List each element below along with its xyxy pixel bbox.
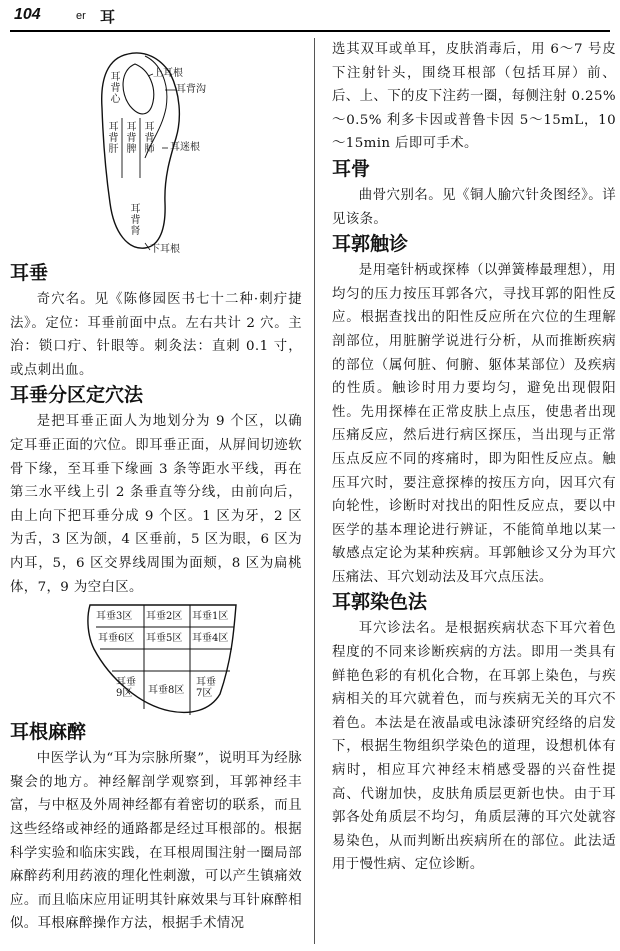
- right-column: [332, 38, 616, 877]
- heading-fenqu: 耳垂分区定穴法: [10, 384, 144, 407]
- header-pinyin: er: [76, 10, 86, 22]
- body-ergu: 曲骨穴别名。见《铜人腧穴针灸图经》。详见该条。: [332, 187, 616, 227]
- body-magen: 中医学认为“耳为宗脉所聚”，说明耳为经脉聚会的地方。神经解剖学观察到，耳郭神经丰富，与中枢及外周神经都有着密切的联系，而且这些经络或神经的通路都是经过耳根部的。根据科学实验和临床实践，在耳根周围注射一圈局部麻醉药利用药液的理化性刺激，可以产生镇痛效应。而且临床应用证明其针麻效果与耳针麻醉相似。耳根麻醉操作方法，根据手术情况: [10, 751, 302, 932]
- zone-1: 耳垂1区: [192, 611, 229, 623]
- label-er-mi-gen: 耳迷根: [170, 142, 200, 153]
- heading-erchui: 耳垂: [10, 262, 49, 284]
- zone-2: 耳垂2区: [146, 611, 183, 623]
- zone-3: 耳垂3区: [96, 611, 133, 623]
- heading-magen: 耳根麻醉: [10, 721, 87, 744]
- body-ranse: 耳穴诊法名。是根据疾病状态下耳穴着色程度的不同来诊断疾病的方法。即用一类具有鲜艳色彩的有机化合物，在耳郭上染色，与疾病相关的耳穴就着色，而与疾病无关的耳穴不着色。本法是在液晶或电泳漆研究经络的启发下，根据生物组织学染色的道理，设想机体有病时，相应耳穴神经末梢感受器的兴奋性提高、代谢加快，皮肤角质层更新也快。由于耳郭各处角质层不均匀，角质层薄的耳穴处就容易染色，从而判断出疾病所在的部位。此法适用于慢性病、定位诊断。: [332, 621, 616, 873]
- heading-chuzhen: 耳郭触诊: [332, 233, 409, 256]
- zone-8: 耳垂8区: [148, 685, 185, 697]
- label-er-bei-pi: 耳背脾: [126, 122, 137, 155]
- page-header: [10, 4, 610, 32]
- label-er-bei-gou: 耳背沟: [176, 84, 206, 95]
- label-xia-er-gen: 下耳根: [150, 244, 180, 255]
- zone-9: 耳垂9区: [116, 677, 136, 700]
- left-column: [10, 38, 302, 936]
- label-er-bei-xin: 耳背心: [110, 72, 121, 105]
- zone-6: 耳垂6区: [98, 633, 135, 645]
- label-er-bei-shen: 耳背肾: [130, 204, 141, 237]
- body-chuzhen: 是用毫针柄或探棒（以弹簧棒最理想），用均匀的压力按压耳郭各穴，寻找耳郭的阳性反应。根据查找出的阳性反应所在穴位的生理解剖部位，用脏腑学说进行分析，从而推断疾病的部位（属何脏、何腑、躯体某部位）及疾病的性质。触诊时用力要均匀，避免出现假阳性。先用探棒在正常皮肤上点压，使患者出现压痛反应，然后进行病区探压，当出现与正常压点反应不同的疼痛时，即为阳性反应点。触压耳穴时，要注意探棒的按压方向，因耳穴有向轮性，诊断时对找出的阳性反应点，要以中医学的基本理论进行辨证，不能简单地以某一敏感点定论为某种疾病。耳郭触诊又分为耳穴压痛法、耳穴划动法及耳穴点压法。: [332, 263, 616, 585]
- heading-ranse: 耳郭染色法: [332, 591, 428, 614]
- earlobe-zone-figure: [10, 599, 302, 719]
- zone-5: 耳垂5区: [146, 633, 183, 645]
- zone-7: 耳垂7区: [196, 677, 216, 700]
- ear-back-figure: [10, 38, 302, 260]
- body-erchui: 奇穴名。见《陈修园医书七十二种·刺疔捷法》。定位：耳垂前面中点。左右共计 2 穴。主治：锁口疔、针眼等。刺灸法：直刺 0.1 寸，或点刺出血。: [10, 292, 302, 378]
- label-er-bei-gan: 耳背肝: [108, 122, 119, 155]
- body-magen-cont: 选其双耳或单耳，皮肤消毒后，用 6～7 号皮下注射针头，围绕耳根部（包括耳屏）前、后、上、下的皮下注药一圈，每侧注射 0.25%～0.5% 利多卡因或普鲁卡因 5～15mL，10～15min 后即可手术。: [332, 42, 616, 152]
- body-fenqu: 是把耳垂正面人为地划分为 9 个区，以确定耳垂正面的穴位。即耳垂正面，从屏间切迹软骨下缘，至耳垂下缘画 3 条等距水平线，再在第三水平线上引 2 条垂直等分线，由前向后，由上向下把耳垂分成 9 个区。1 区为牙，2 区为舌，3 区为颌，4 区垂前，5 区为眼，6 区为内耳，5，6 区交界线周围为面颊，8 区为扁桃体，7，9 为空白区。: [10, 414, 302, 595]
- column-divider: [314, 38, 315, 944]
- zone-4: 耳垂4区: [192, 633, 229, 645]
- header-char: 耳: [100, 8, 116, 26]
- page-number: 104: [14, 6, 41, 23]
- heading-ergu: 耳骨: [332, 157, 371, 180]
- label-shang-er-gen: 上耳根: [153, 68, 183, 79]
- label-er-bei-fei: 耳背肺: [144, 122, 155, 155]
